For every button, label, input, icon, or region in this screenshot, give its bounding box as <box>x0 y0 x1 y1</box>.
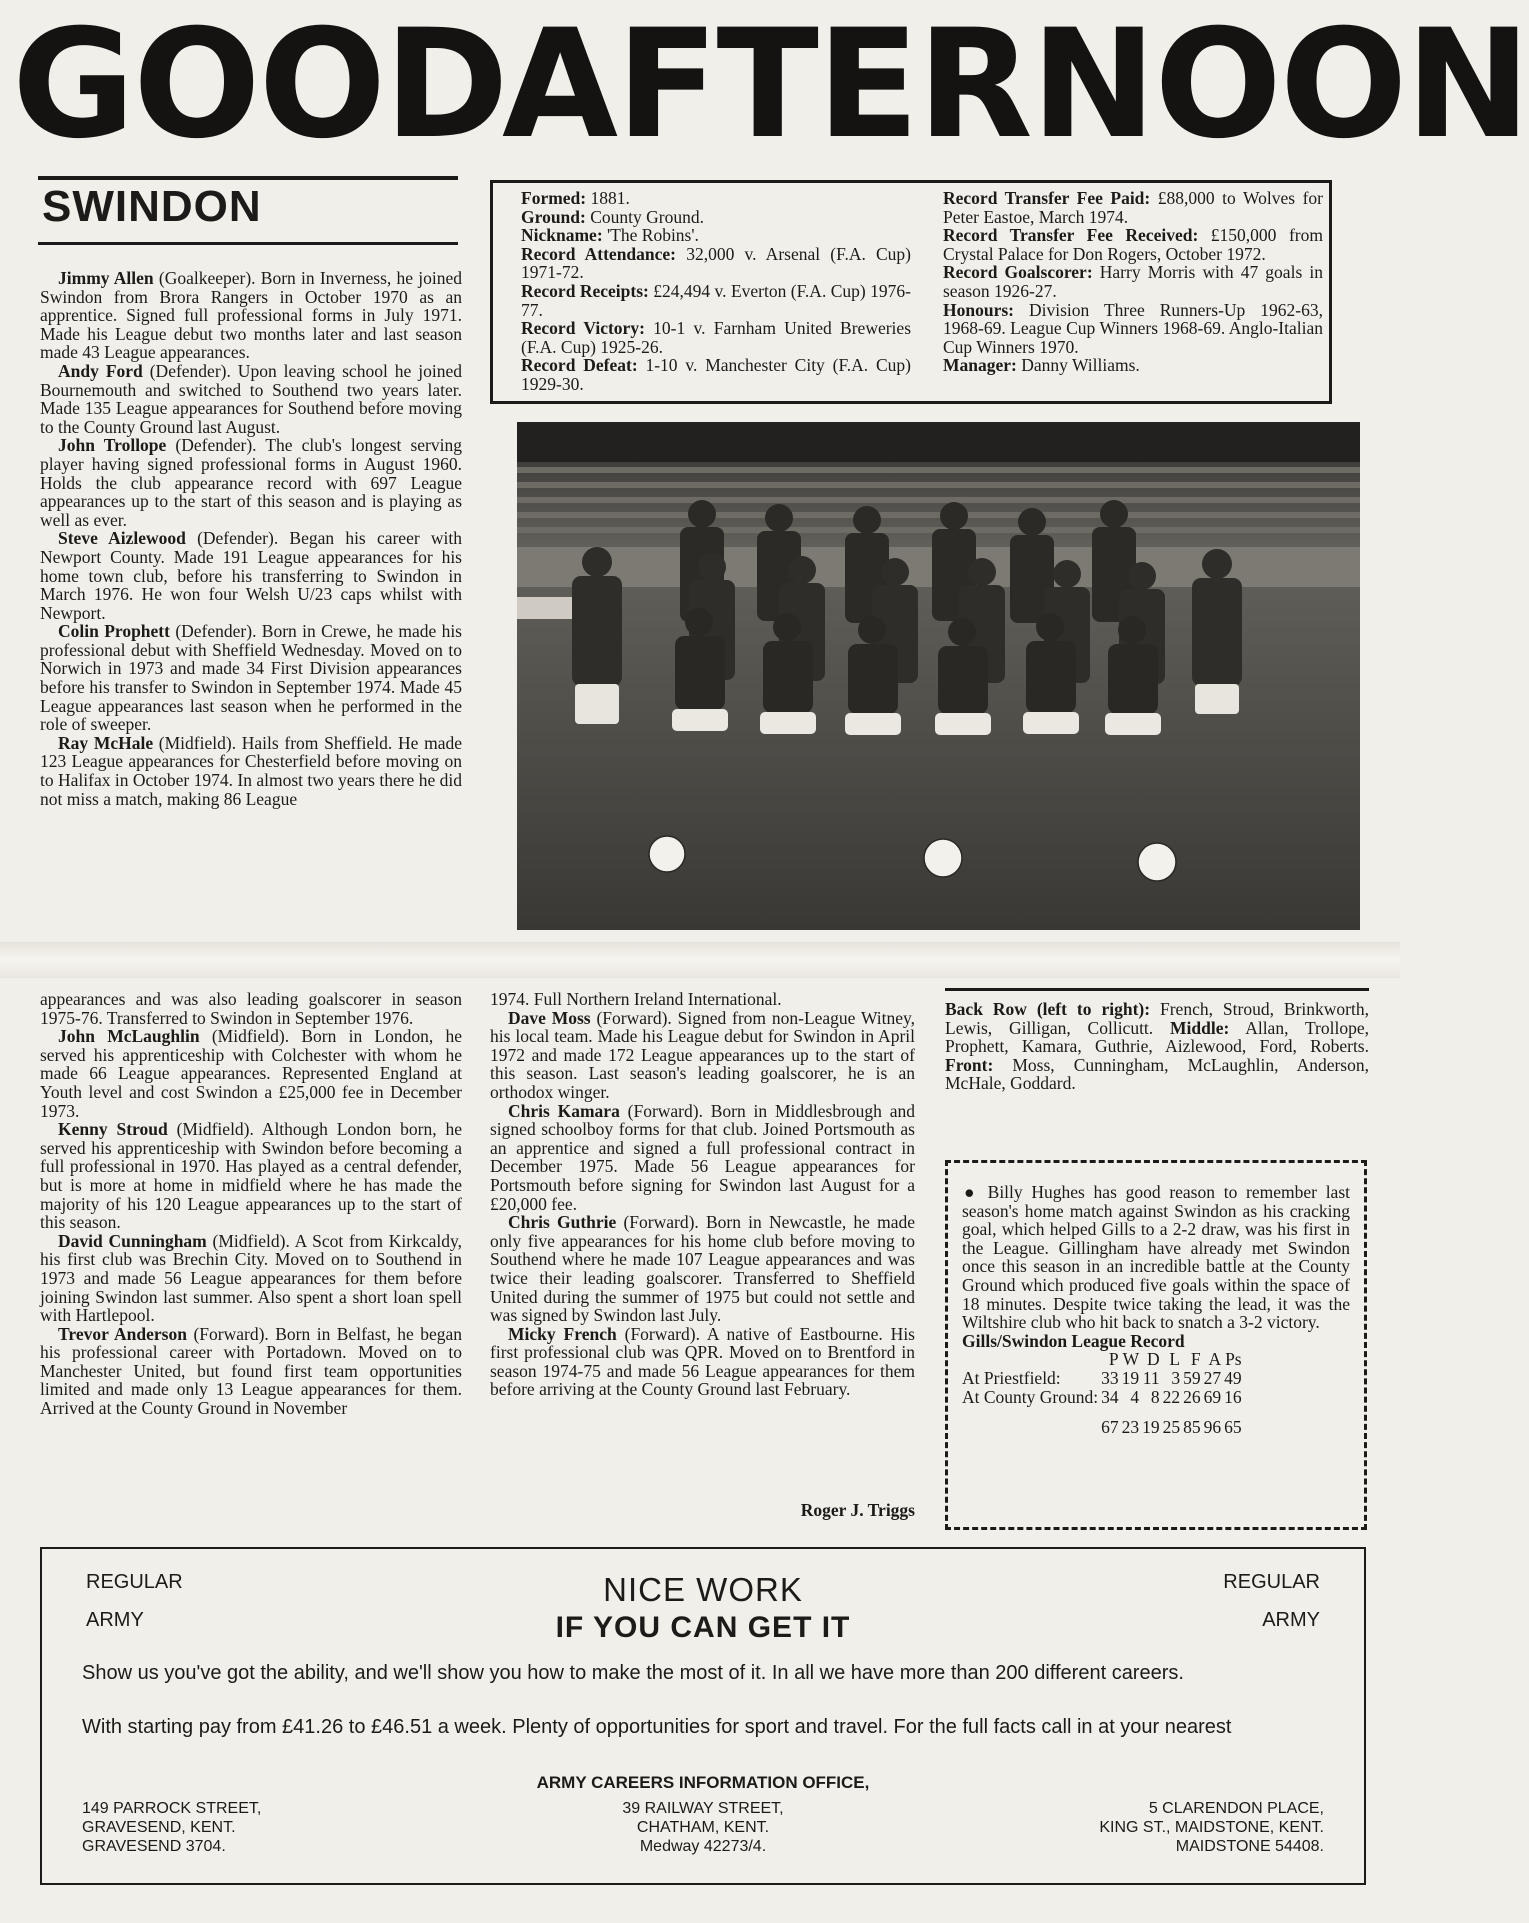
player-name: Chris Kamara <box>508 1100 620 1121</box>
club-rule-top <box>38 176 458 180</box>
hughes-paragraph <box>962 1183 1350 1332</box>
record-cell: 65 <box>1224 1417 1242 1438</box>
club-fact-label: Record Receipts: <box>521 280 649 301</box>
club-fact <box>521 208 911 227</box>
player-profile <box>40 622 462 734</box>
ad-address-maidstone <box>1099 1799 1324 1856</box>
player-profile <box>40 1232 462 1325</box>
record-row <box>962 1388 1242 1407</box>
record-cell: P <box>1108 1349 1119 1370</box>
bullet-icon: ● <box>964 1182 979 1202</box>
record-row <box>962 1369 1242 1388</box>
team-photo-illustration <box>517 422 1360 930</box>
club-fact-label: Record Defeat: <box>521 355 638 376</box>
player-name: David Cunningham <box>58 1230 207 1251</box>
club-fact-value: 'The Robins'. <box>602 225 699 246</box>
player-profile <box>490 1213 915 1325</box>
player-name: Colin Prophett <box>58 621 170 642</box>
record-cell: 26 <box>1183 1386 1201 1407</box>
caption-back-label: Back Row (left to right): <box>945 999 1151 1019</box>
team-photo <box>517 422 1360 930</box>
record-totals-row <box>962 1418 1242 1437</box>
record-row-label <box>962 1418 1098 1437</box>
headline-word-good: GOOD <box>12 0 507 172</box>
player-bio: (Midfield). Although London born, he served his apprenticeship with Swindon before becoming a full professional in 1970. Has played as a central defender, but is more at home in midfield where he has made the majority of his 120 League appearances up to the start of this season. <box>40 1119 462 1233</box>
army-advert <box>40 1547 1366 1885</box>
club-fact <box>521 319 911 356</box>
ad-addr1-line2: GRAVESEND, KENT. <box>82 1819 236 1836</box>
club-fact-value: 1881. <box>586 188 630 208</box>
club-fact-value: £24,494 v. Everton (F.A. Cup) 1976-77. <box>521 280 911 320</box>
club-fact <box>943 356 1323 375</box>
player-profile <box>490 1102 915 1214</box>
player-bio: (Forward). Born in Belfast, he began his professional career with Portadown. Moved on to Manchester United, but found first team opportunities limited and made only 13 League appearances for them. Arrived at the County Ground in November <box>40 1323 462 1419</box>
record-cell: 23 <box>1121 1417 1140 1438</box>
club-fact-value: Harry Morris with 47 goals in season 1926-27. <box>943 262 1323 301</box>
club-facts-left <box>521 189 911 394</box>
player-name: Ray McHale <box>58 732 154 753</box>
ad-office-heading: ARMY CAREERS INFORMATION OFFICE, <box>536 1773 870 1792</box>
player-name: Dave Moss <box>508 1007 591 1028</box>
profiles-column-3 <box>490 990 915 1399</box>
ad-addr2-line2: CHATHAM, KENT. <box>636 1819 770 1836</box>
record-cell: 4 <box>1130 1386 1140 1407</box>
player-name: Micky French <box>508 1323 617 1344</box>
photo-caption <box>945 1000 1369 1093</box>
player-name: Steve Aizlewood <box>58 528 186 549</box>
record-cell: 96 <box>1203 1417 1222 1438</box>
club-fact <box>521 189 911 208</box>
player-profile <box>40 362 462 436</box>
record-cell: A <box>1208 1349 1222 1370</box>
club-fact-label: Formed: <box>521 188 587 208</box>
club-fact <box>943 189 1323 226</box>
record-row-label <box>962 1350 1098 1369</box>
player-bio: (Forward). Born in Newcastle, he made only five appearances for his home club before moving to Southend where he made 107 League appearances and was twice their leading goalscorer. Transferred to Sheffield United during the summer of 1975 but could not settle and was signed by Swindon last July. <box>490 1212 915 1326</box>
club-fact-label: Record Transfer Fee Paid: <box>943 188 1151 208</box>
record-cell: 8 <box>1150 1386 1160 1407</box>
player-name: John Trollope <box>58 435 167 456</box>
ad-right-regular: REGULAR <box>1223 1571 1320 1593</box>
ad-addr1-line1: 149 PARROCK STREET, <box>82 1800 262 1817</box>
player-profile <box>40 529 462 622</box>
profiles-column-2 <box>40 990 462 1418</box>
record-cell: 19 <box>1121 1367 1140 1388</box>
ad-addr2-line1: 39 RAILWAY STREET, <box>622 1800 784 1817</box>
record-row-label: At Priestfield: <box>962 1367 1061 1388</box>
club-fact <box>521 356 911 393</box>
club-fact <box>943 226 1323 263</box>
caption-middle-names: Allan, Trollope, Prophett, Kamara, Guthrie, Aizlewood, Ford, Roberts. <box>945 1017 1369 1057</box>
player-profile <box>40 1120 462 1232</box>
record-cell: D <box>1146 1349 1160 1370</box>
club-fact-label: Nickname: <box>521 225 603 246</box>
club-rule-bottom <box>38 242 458 245</box>
record-cell: 69 <box>1203 1386 1222 1407</box>
record-cell: 25 <box>1162 1417 1181 1438</box>
club-fact-label: Record Transfer Fee Received: <box>943 225 1199 246</box>
record-cell: 85 <box>1183 1417 1201 1438</box>
ad-left-regular: REGULAR <box>86 1571 183 1593</box>
player-bio: (Defender). Upon leaving school he joined Bournemouth and switched to Southend two years later. Made 135 League appearances for Southend before moving to the County Ground last August. <box>40 360 462 437</box>
page-fold <box>0 942 1400 978</box>
club-fact-value: Danny Williams. <box>1016 355 1140 376</box>
caption-front-label: Front: <box>945 1054 994 1075</box>
player-name: Chris Guthrie <box>508 1212 617 1233</box>
record-header-row <box>962 1350 1242 1369</box>
record-cell: 34 <box>1101 1386 1119 1407</box>
club-fact-label: Honours: <box>943 299 1014 320</box>
player-bio: (Midfield). A Scot from Kirkcaldy, his first club was Brechin City. Moved on to Southend in 1973 and made 56 League appearances for them before joining Swindon last summer. Also spent a short loan spell with Hartlepool. <box>40 1230 462 1326</box>
player-name: Kenny Stroud <box>58 1119 168 1140</box>
club-fact <box>521 226 911 245</box>
ad-left-army: ARMY <box>86 1609 144 1631</box>
club-fact-label: Record Goalscorer: <box>943 262 1093 283</box>
record-cell: L <box>1169 1349 1181 1370</box>
player-profile <box>40 1325 462 1418</box>
player-name: Andy Ford <box>58 360 143 381</box>
profiles-column-1 <box>40 269 462 808</box>
player-name: Jimmy Allen <box>58 268 154 288</box>
player-bio: (Forward). Signed from non-League Witney, his local team. Made his League debut for Swindon in April 1972 and made 172 League appearances up to the start of this season. Last season's leading goalscorer, he is an orthodox winger. <box>490 1007 915 1102</box>
record-cell: 59 <box>1183 1367 1201 1388</box>
ad-addr3-line2: KING ST., MAIDSTONE, KENT. <box>1099 1819 1324 1836</box>
caption-middle-label: Middle: <box>1170 1017 1230 1038</box>
club-fact-value: £150,000 from Crystal Palace for Don Rogers, October 1972. <box>943 225 1323 264</box>
ad-addr3-line1: 5 CLARENDON PLACE, <box>1148 1800 1324 1817</box>
club-fact-label: Ground: <box>521 206 586 227</box>
ad-title-line2: IF YOU CAN GET IT <box>555 1611 851 1644</box>
player-profile <box>40 1027 462 1120</box>
player-profile <box>490 1009 915 1102</box>
ad-paragraph-2: With starting pay from £41.26 to £46.51 a week. Plenty of opportunities for sport and travel. For the full facts call in at your nearest <box>82 1716 1232 1738</box>
profile-continuation: 1974. Full Northern Ireland International. <box>490 989 782 1009</box>
record-cell: 27 <box>1203 1367 1222 1388</box>
record-cell: 67 <box>1101 1417 1119 1438</box>
club-fact <box>521 282 911 319</box>
ad-addr2-line3: Medway 42273/4. <box>639 1838 767 1855</box>
club-fact-value: 1-10 v. Manchester City (F.A. Cup) 1929-30. <box>521 355 912 394</box>
player-name: Trevor Anderson <box>58 1323 187 1344</box>
player-bio: (Defender). The club's longest serving player having signed professional forms in August 1960. Holds the club appearance record with 697 League appearances up to the start of this season and is playing as well as ever. <box>40 435 462 530</box>
ad-addr1-line3: GRAVESEND 3704. <box>82 1838 226 1855</box>
record-cell: W <box>1122 1349 1140 1370</box>
player-bio: (Defender). Began his career with Newport County. Made 191 League appearances for his home town club, before his transferring to Swindon in March 1976. He won four Welsh U/23 caps whilst with Newport. <box>40 528 462 623</box>
author-credit: Roger J. Triggs <box>800 1500 915 1520</box>
record-cell: Ps <box>1225 1349 1242 1370</box>
headline-word-afternoon: AFTERNOON <box>502 0 1529 172</box>
ad-title-line1: NICE WORK <box>603 1571 803 1608</box>
record-cell: 49 <box>1224 1367 1242 1388</box>
player-profile <box>40 734 462 808</box>
headline <box>12 0 1529 172</box>
hughes-text: Billy Hughes has good reason to remember last season's home match against Swindon as his cracking goal, which helped Gills to a 2-2 draw, was his first in the League. Gillingham have already met Swindon once this season in an incredible battle at the County Ground which produced five goals within the space of 18 minutes. Despite twice taking the lead, it was the Wiltshire club who hit back to snatch a 3-2 victory. <box>962 1182 1350 1333</box>
player-profile <box>40 436 462 529</box>
player-name: John McLaughlin <box>58 1026 200 1047</box>
record-cell: F <box>1190 1349 1201 1370</box>
caption-back-names: French, Stroud, Brinkworth, Lewis, Gilligan, Collicutt. <box>945 999 1369 1038</box>
player-bio: (Forward). Born in Middlesbrough and signed schoolboy forms for that club. Joined Portsmouth as an apprentice and signed a full professional contract in December 1975. Made 56 League appearances for Portsmouth before signing for Swindon last August for a £20,000 fee. <box>490 1100 915 1214</box>
player-profile <box>490 1325 915 1399</box>
club-fact-value: 32,000 v. Arsenal (F.A. Cup) 1971-72. <box>521 243 912 283</box>
record-cell: 19 <box>1142 1417 1160 1438</box>
player-profile <box>40 269 462 362</box>
player-bio: (Midfield). Born in London, he served his apprenticeship with Colchester with whom he made 66 League appearances. Represented England at Youth level and cost Swindon a £25,000 fee in December 1973. <box>40 1026 462 1121</box>
ad-right-army: ARMY <box>1262 1609 1320 1631</box>
club-facts-box <box>490 180 1332 404</box>
club-fact-value: £88,000 to Wolves for Peter Eastoe, March 1974. <box>943 188 1323 227</box>
caption-rule <box>945 988 1369 991</box>
club-fact <box>521 245 911 282</box>
record-cell: 11 <box>1142 1367 1160 1388</box>
ad-paragraph-1: Show us you've got the ability, and we'll show you how to make the most of it. In all we have more than 200 different careers. <box>82 1662 1184 1684</box>
player-bio: (Forward). A native of Eastbourne. His first professional club was QPR. Moved on to Brentford in season 1974-75 and made 56 League appearances for them before arriving at the County Ground last February. <box>490 1323 915 1400</box>
record-cell: 3 <box>1171 1367 1181 1388</box>
club-fact-label: Record Attendance: <box>521 243 677 264</box>
profile-continuation: appearances and was also leading goalscorer in season 1975-76. Transferred to Swindon in September 1976. <box>40 989 462 1028</box>
ad-addr3-line3: MAIDSTONE 54408. <box>1175 1838 1324 1855</box>
club-fact-label: Record Victory: <box>521 318 645 339</box>
league-record-title: Gills/Swindon League Record <box>962 1330 1185 1351</box>
club-name: SWINDON <box>42 182 262 231</box>
player-bio: (Midfield). Hails from Sheffield. He made 123 League appearances for Chesterfield before moving on to Halifax in October 1974. In almost two years there he did not miss a match, making 86 League <box>40 732 462 809</box>
billy-hughes-box <box>945 1160 1367 1530</box>
club-fact-value: Division Three Runners-Up 1962-63, 1968-69. League Cup Winners 1968-69. Anglo-Italian Cup Winners 1970. <box>943 299 1323 357</box>
club-fact-label: Manager: <box>943 355 1017 376</box>
league-record-table <box>962 1350 1242 1436</box>
record-cell: 16 <box>1224 1386 1242 1407</box>
club-fact-value: County Ground. <box>585 206 704 227</box>
player-bio: (Goalkeeper). Born in Inverness, he joined Swindon from Brora Rangers in October 1970 as an apprentice. Signed full professional forms in July 1971. Made his League debut two months later and last season made 43 League appearances. <box>40 268 463 363</box>
club-fact <box>943 301 1323 357</box>
club-fact-value: 10-1 v. Farnham United Breweries (F.A. Cup) 1925-26. <box>521 318 911 357</box>
record-cell: 33 <box>1101 1367 1119 1388</box>
record-cell: 22 <box>1162 1386 1181 1407</box>
player-bio: (Defender). Born in Crewe, he made his professional debut with Sheffield Wednesday. Moved on to Norwich in 1973 and made 34 First Division appearances before his transfer to Swindon in September 1974. Made 45 League appearances last season when he performed in the role of sweeper. <box>40 621 462 735</box>
record-row-label: At County Ground: <box>962 1386 1099 1407</box>
club-facts-right <box>943 189 1323 375</box>
club-fact <box>943 263 1323 300</box>
caption-front-names: Moss, Cunningham, McLaughlin, Anderson, McHale, Goddard. <box>945 1054 1369 1094</box>
